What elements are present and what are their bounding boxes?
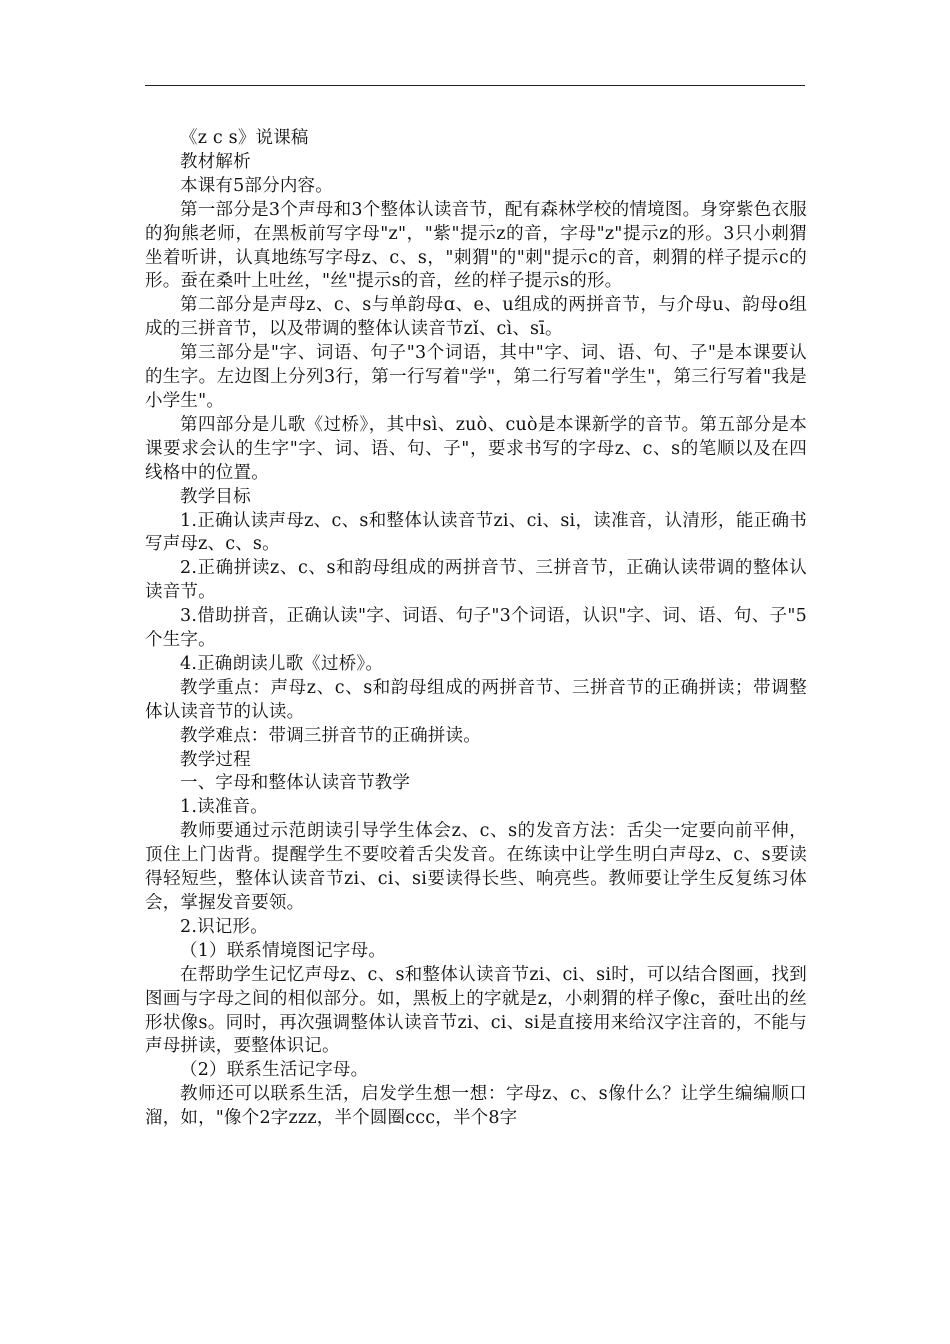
paragraph: 第三部分是"字、词语、句子"3个词语，其中"字、词、语、句、子"是本课要认的生字。左边图上分列3行，第一行写着"学"，第二行写着"学生"，第三行写着"我是小学生"。: [145, 343, 807, 411]
document-title: 《z c s》说课稿: [180, 128, 309, 148]
paragraph: 本课有5部分内容。: [180, 175, 333, 196]
teaching-difficulties: 教学难点：带调三拼音节的正确拼读。: [180, 725, 481, 746]
document-body: [145, 127, 807, 1131]
section-heading-analysis: 教材解析: [180, 151, 251, 172]
goal-item: 3.借助拼音，正确认读"字、词语、句子"3个词语，认识"字、词、语、句、子"5个生字。: [145, 606, 807, 651]
paragraph: 第一部分是3个声母和3个整体认读音节，配有森林学校的情境图。身穿紫色衣服的狗熊老师，在黑板前写字母"z"，"紫"提示z的音，字母"z"提示z的形。3只小刺猬坐着听讲，认真地练写字母z、c、s，"刺猬"的"刺"提示c的音，刺猬的样子提示c的形。蚕在桑叶上吐丝，"丝"提示s的音，丝的样子提示s的形。: [145, 199, 807, 292]
teaching-key-points: 教学重点：声母z、c、s和韵母组成的两拼音节、三拼音节的正确拼读；带调整体认读音节的认读。: [145, 677, 807, 722]
section-heading-goals: 教学目标: [180, 486, 251, 507]
goal-item: 2.正确拼读z、c、s和韵母组成的两拼音节、三拼音节，正确认读带调的整体认读音节。: [145, 558, 807, 603]
subsection-heading: 一、字母和整体认读音节教学: [180, 773, 411, 794]
paragraph: 教师还可以联系生活，启发学生想一想：字母z、c、s像什么？让学生编编顺口溜，如，"像个2字zzz，半个圆圈ccc，半个8字: [145, 1084, 807, 1129]
header-rule: [145, 85, 805, 86]
substep-heading: （2）联系生活记字母。: [180, 1060, 369, 1081]
step-heading: 1.读准音。: [180, 797, 268, 818]
goal-item: 1.正确认读声母z、c、s和整体认读音节zi、ci、si，读准音，认清形，能正确书写声母z、c、s。: [145, 510, 807, 555]
paragraph: 教师要通过示范朗读引导学生体会z、c、s的发音方法：舌尖一定要向前平伸，顶住上门齿背。提醒学生不要咬着舌尖发音。在练读中让学生明白声母z、c、s要读得轻短些，整体认读音节zi、ci、si要读得长些、响亮些。教师要让学生反复练习体会，掌握发音要领。: [145, 821, 807, 913]
section-heading-process: 教学过程: [180, 749, 251, 770]
paragraph: 第二部分是声母z、c、s与单韵母ɑ、e、u组成的两拼音节，与介母u、韵母o组成的三拼音节，以及带调的整体认读音节zǐ、cì、sī。: [145, 295, 807, 340]
paragraph: 第四部分是儿歌《过桥》，其中sì、zuò、cuò是本课新学的音节。第五部分是本课要求会认的生字"字、词、语、句、子"，要求书写的字母z、c、s的笔顺以及在四线格中的位置。: [145, 414, 807, 483]
paragraph: 在帮助学生记忆声母z、c、s和整体认读音节zi、ci、si时，可以结合图画，找到图画与字母之间的相似部分。如，黑板上的字就是z，小刺猬的样子像c，蚕吐出的丝形状像s。同时，再次强调整体认读音节zi、ci、si是直接用来给汉字注音的，不能与声母拼读，要整体识记。: [145, 964, 807, 1057]
step-heading: 2.识记形。: [180, 916, 268, 937]
goal-item: 4.正确朗读儿歌《过桥》。: [180, 653, 384, 674]
substep-heading: （1）联系情境图记字母。: [180, 940, 387, 961]
